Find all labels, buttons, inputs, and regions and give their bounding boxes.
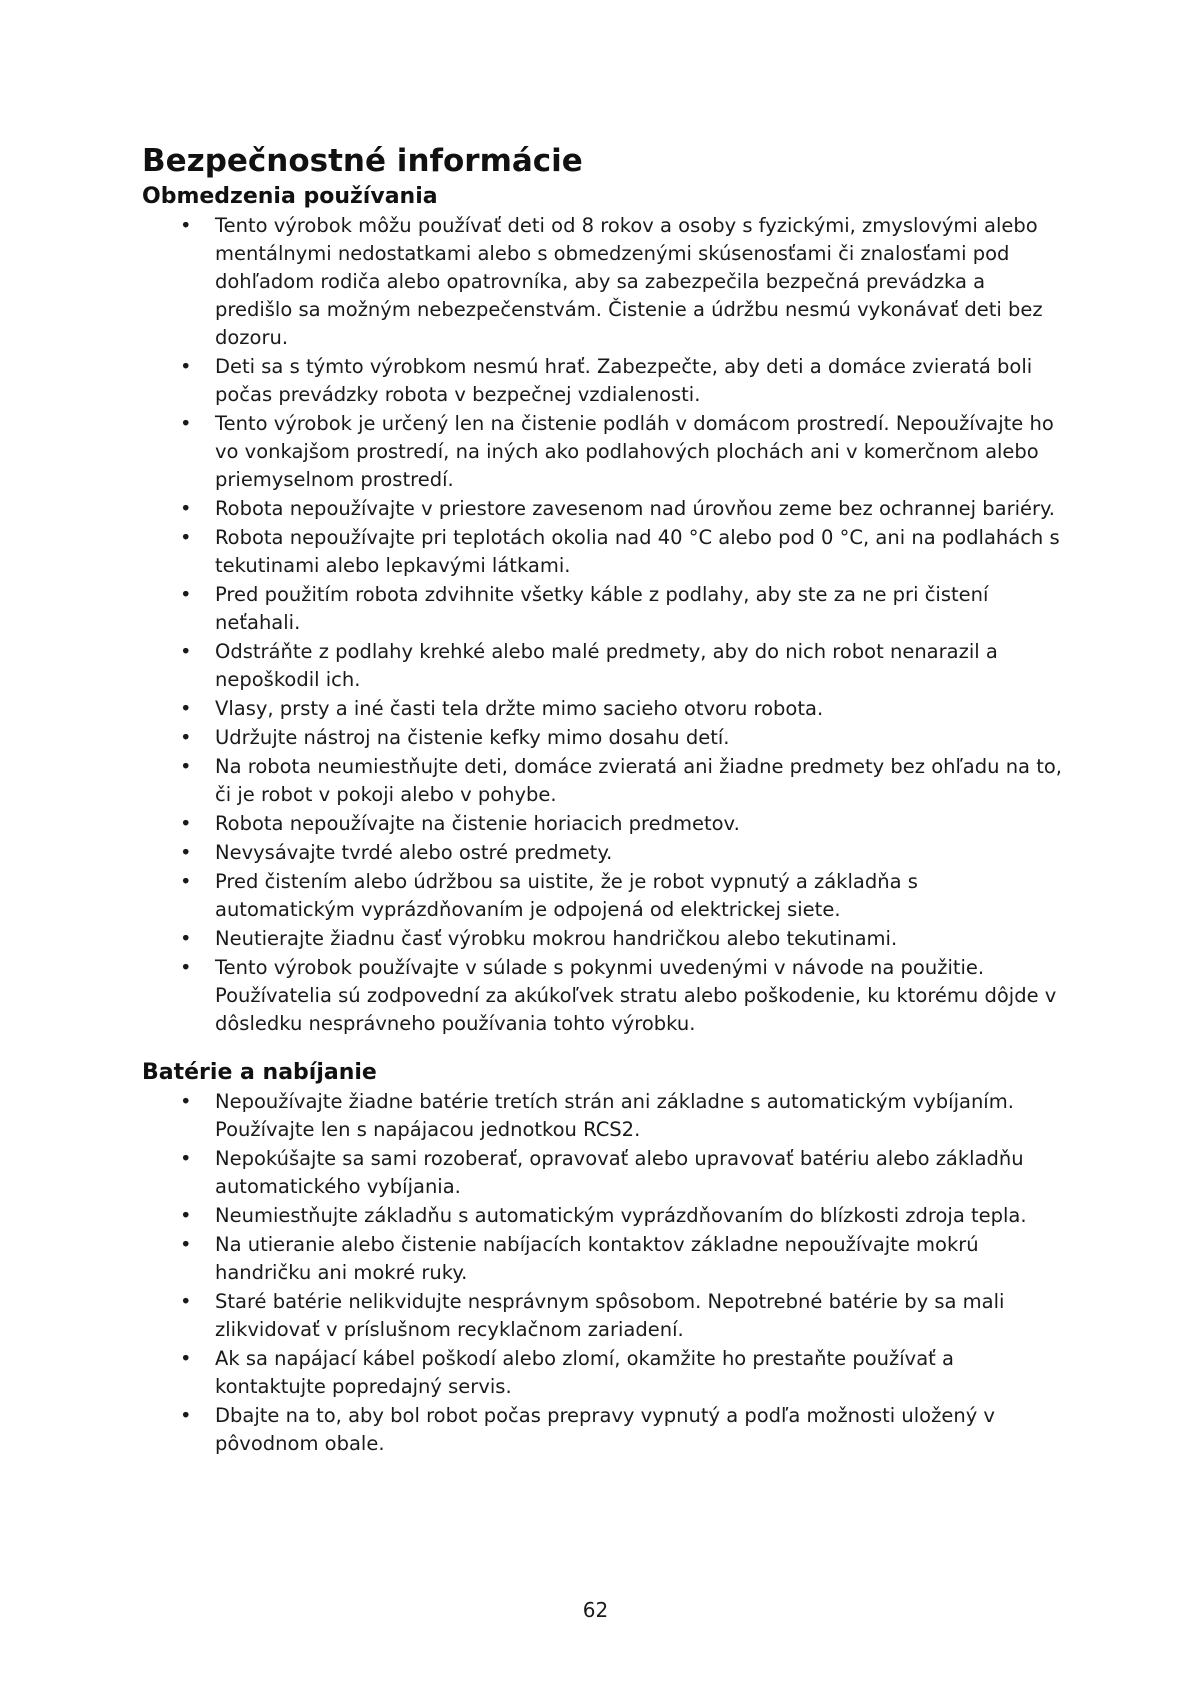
list-item-text: Staré batérie nelikvidujte nesprávnym spôsobom. Nepotrebné batérie by sa mali zlikvidovať v príslušnom recyklačnom zariadení.	[215, 1290, 1005, 1341]
bullet-icon: •	[180, 870, 192, 893]
list-item	[142, 495, 1062, 523]
list-item	[142, 1402, 1062, 1458]
bullet-icon: •	[180, 497, 192, 520]
list-item-text: Pred použitím robota zdvihnite všetky káble z podlahy, aby ste za ne pri čistení neťahali.	[215, 583, 989, 634]
section-heading-usage-restrictions: Obmedzenia používania	[142, 184, 438, 209]
list-item-text: Odstráňte z podlahy krehké alebo malé predmety, aby do nich robot nenarazil a nepoškodil ich.	[215, 640, 998, 691]
bullet-icon: •	[180, 841, 192, 864]
bullet-icon: •	[180, 697, 192, 720]
page-number: 62	[582, 1598, 609, 1622]
list-item	[142, 410, 1062, 494]
bullet-icon: •	[180, 526, 192, 549]
list-item-text: Deti sa s týmto výrobkom nesmú hrať. Zabezpečte, aby deti a domáce zvieratá boli počas prevádzky robota v bezpečnej vzdialenosti.	[215, 355, 1033, 406]
list-item-text: Robota nepoužívajte v priestore zavesenom nad úrovňou zeme bez ochrannej bariéry.	[215, 497, 1055, 520]
bullet-icon: •	[180, 956, 192, 979]
list-item-text: Vlasy, prsty a iné časti tela držte mimo sacieho otvoru robota.	[215, 697, 824, 720]
batteries-charging-list	[142, 1088, 1062, 1458]
bullet-icon: •	[180, 1290, 192, 1313]
list-item	[142, 954, 1062, 1038]
list-item	[142, 353, 1062, 409]
bullet-icon: •	[180, 355, 192, 378]
list-item-text: Pred čistením alebo údržbou sa uistite, že je robot vypnutý a základňa s automatickým vyprázdňovaním je odpojená od elektrickej siete.	[215, 870, 918, 921]
list-item-text: Na utieranie alebo čistenie nabíjacích kontaktov základne nepoužívajte mokrú handričku ani mokré ruky.	[215, 1233, 979, 1284]
list-item	[142, 925, 1062, 953]
bullet-icon: •	[180, 640, 192, 663]
list-item-text: Udržujte nástroj na čistenie kefky mimo dosahu detí.	[215, 726, 730, 749]
list-item	[142, 810, 1062, 838]
bullet-icon: •	[180, 1233, 192, 1256]
list-item-text: Nepokúšajte sa sami rozoberať, opravovať alebo upravovať batériu alebo základňu automatického vybíjania.	[215, 1147, 1024, 1198]
bullet-icon: •	[180, 726, 192, 749]
list-item	[142, 695, 1062, 723]
list-item-text: Nevysávajte tvrdé alebo ostré predmety.	[215, 841, 613, 864]
list-item	[142, 1202, 1062, 1230]
list-item-text: Neutierajte žiadnu časť výrobku mokrou handričkou alebo tekutinami.	[215, 927, 898, 950]
list-item	[142, 753, 1062, 809]
bullet-icon: •	[180, 927, 192, 950]
usage-restrictions-list	[142, 212, 1062, 1038]
list-item	[142, 581, 1062, 637]
bullet-icon: •	[180, 755, 192, 778]
list-item	[142, 1231, 1062, 1287]
bullet-icon: •	[180, 583, 192, 606]
bullet-icon: •	[180, 1147, 192, 1170]
list-item-text: Na robota neumiestňujte deti, domáce zvieratá ani žiadne predmety bez ohľadu na to, či je robot v pokoji alebo v pohybe.	[215, 755, 1062, 806]
list-item-text: Tento výrobok používajte v súlade s pokynmi uvedenými v návode na použitie. Používatelia sú zodpovední za akúkoľvek stratu alebo poškodenie, ku ktorému dôjde v dôsledku nesprávneho používania tohto výrobku.	[215, 956, 1057, 1035]
page-title: Bezpečnostné informácie	[142, 143, 583, 179]
list-item-text: Robota nepoužívajte na čistenie horiacich predmetov.	[215, 812, 740, 835]
list-item-text: Robota nepoužívajte pri teplotách okolia nad 40 °C alebo pod 0 °C, ani na podlahách s tekutinami alebo lepkavými látkami.	[215, 526, 1060, 577]
bullet-icon: •	[180, 412, 192, 435]
bullet-icon: •	[180, 1404, 192, 1427]
list-item-text: Tento výrobok môžu používať deti od 8 rokov a osoby s fyzickými, zmyslovými alebo mentálnymi nedostatkami alebo s obmedzenými skúsenosťami či znalosťami pod dohľadom rodiča alebo opatrovníka, aby sa zabezpečila bezpečná prevádzka a predišlo sa možným nebezpečenstvám. Čistenie a údržbu nesmú vykonávať deti bez dozoru.	[215, 214, 1043, 349]
section-heading-batteries-charging: Batérie a nabíjanie	[142, 1060, 377, 1085]
list-item-text: Nepoužívajte žiadne batérie tretích strán ani základne s automatickým vybíjaním. Používajte len s napájacou jednotkou RCS2.	[215, 1090, 1014, 1141]
list-item	[142, 638, 1062, 694]
bullet-icon: •	[180, 1204, 192, 1227]
list-item-text: Dbajte na to, aby bol robot počas prepravy vypnutý a podľa možnosti uložený v pôvodnom obale.	[215, 1404, 995, 1455]
list-item	[142, 1145, 1062, 1201]
list-item-text: Tento výrobok je určený len na čistenie podláh v domácom prostredí. Nepoužívajte ho vo vonkajšom prostredí, na iných ako podlahových plochách ani v komerčnom alebo priemyselnom prostredí.	[215, 412, 1054, 491]
list-item	[142, 839, 1062, 867]
list-item-text: Ak sa napájací kábel poškodí alebo zlomí, okamžite ho prestaňte používať a kontaktujte popredajný servis.	[215, 1347, 954, 1398]
bullet-icon: •	[180, 214, 192, 237]
list-item	[142, 868, 1062, 924]
list-item	[142, 1345, 1062, 1401]
bullet-icon: •	[180, 812, 192, 835]
list-item	[142, 724, 1062, 752]
list-item-text: Neumiestňujte základňu s automatickým vyprázdňovaním do blízkosti zdroja tepla.	[215, 1204, 1027, 1227]
document-page	[142, 140, 1062, 1459]
bullet-icon: •	[180, 1347, 192, 1370]
list-item	[142, 524, 1062, 580]
list-item	[142, 1088, 1062, 1144]
list-item	[142, 212, 1062, 352]
list-item	[142, 1288, 1062, 1344]
bullet-icon: •	[180, 1090, 192, 1113]
